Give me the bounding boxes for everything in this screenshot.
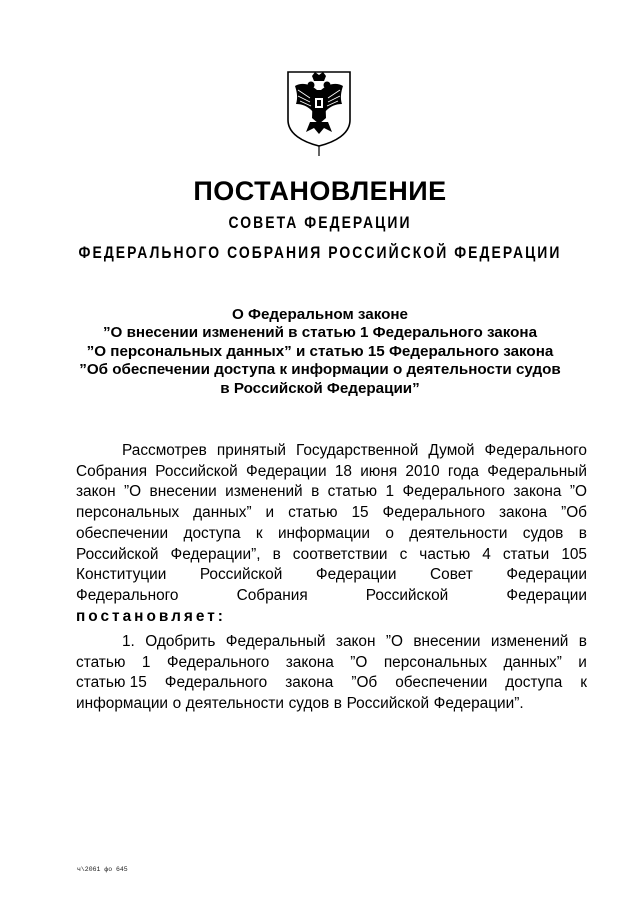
word: закона — [513, 483, 562, 501]
word: Рассмотрев — [122, 442, 207, 459]
word: с — [399, 545, 408, 563]
resolve-word: постановляет: — [76, 607, 226, 625]
document-subject — [60, 306, 580, 398]
text-line — [76, 524, 587, 545]
text-line — [76, 503, 587, 524]
word: Государственной — [296, 442, 419, 459]
word: Федерации”. — [433, 695, 524, 713]
word: Федерального — [164, 674, 268, 692]
word: Совет — [430, 566, 473, 584]
text-line — [76, 462, 587, 483]
word: информации — [76, 695, 169, 713]
word: внесении — [413, 633, 481, 650]
word: статью — [327, 483, 378, 501]
issuer-line-2: ФЕДЕРАЛЬНОГО СОБРАНИЯ РОССИЙСКОЙ ФЕДЕРАЦИИ — [78, 243, 562, 262]
preamble-paragraph — [76, 441, 587, 627]
word: ”Об — [351, 674, 378, 692]
subject-line: ”О внесении изменений в статью 1 Федерального закона — [102, 324, 538, 342]
word: 4 — [482, 545, 491, 563]
word: данных” — [503, 653, 562, 671]
word: Конституции — [76, 566, 167, 584]
word: в — [311, 483, 320, 501]
word: в — [578, 633, 587, 650]
text-line — [76, 673, 587, 694]
word: 18 — [334, 462, 352, 480]
word: июня — [360, 462, 398, 480]
word: Российской — [365, 586, 449, 604]
word: закона — [498, 504, 548, 522]
word: закона — [285, 674, 334, 692]
word: о — [385, 524, 394, 542]
word: судов — [288, 695, 330, 713]
word: о — [172, 695, 182, 713]
subject-line: О Федеральном законе — [231, 306, 409, 323]
word: Одобрить — [145, 633, 216, 650]
word: ”О — [124, 483, 142, 501]
text-line — [76, 694, 587, 715]
text-line — [76, 545, 587, 566]
word: Собрания — [236, 586, 308, 604]
text-line — [76, 482, 587, 503]
word: информации — [277, 524, 370, 542]
word: статьи — [502, 545, 550, 563]
word: доступа — [183, 524, 241, 542]
word: Федерального — [402, 483, 505, 501]
word: деятельности — [409, 524, 508, 542]
word: Федерации — [506, 586, 587, 604]
text-line — [76, 586, 587, 607]
text-line — [76, 565, 587, 586]
word: Федерального — [484, 442, 587, 459]
issuer-line-1: СОВЕТА ФЕДЕРАЦИИ — [228, 213, 412, 232]
word: ”О — [385, 633, 403, 650]
word: 105 — [561, 545, 587, 563]
word: Федерального — [166, 653, 270, 671]
word: Думой — [428, 442, 475, 459]
resolution-item-1 — [76, 632, 587, 715]
text-line — [76, 441, 587, 462]
word: Российской — [155, 462, 238, 480]
word: соответствии — [292, 545, 388, 563]
word: и — [265, 504, 275, 522]
word: Федерации”, — [170, 545, 261, 563]
word: доступа — [505, 674, 563, 692]
word: Федерации — [506, 566, 587, 584]
subject-line: ”Об обеспечении доступа к информации о деятельности судов — [79, 361, 561, 379]
word: деятельности — [185, 695, 284, 713]
word: 1 — [385, 483, 395, 501]
word: статью 15 — [76, 674, 147, 692]
word: в — [578, 524, 587, 542]
word: внесении — [149, 483, 217, 501]
word: ”О — [350, 653, 368, 671]
word: обеспечении — [76, 524, 169, 542]
word: данных” — [193, 504, 252, 522]
word: статью — [288, 504, 338, 522]
word: к — [255, 524, 263, 542]
word: Федерации — [315, 566, 397, 584]
word: судов — [522, 524, 564, 542]
word: в — [272, 545, 281, 563]
word: Федерации — [246, 462, 327, 480]
word: принятый — [216, 442, 286, 459]
word: частью — [419, 545, 471, 563]
word: изменений — [225, 483, 303, 501]
word: Российской — [346, 695, 430, 713]
word: Федерального — [76, 586, 179, 604]
word: закона — [285, 653, 334, 671]
word: ”О — [569, 483, 587, 501]
word: 1 — [141, 653, 151, 671]
subject-line: ”О персональных данных” и статью 15 Федерального закона — [86, 342, 554, 360]
word: Федерального — [382, 504, 486, 522]
word: года — [447, 462, 479, 480]
word: статью — [76, 653, 126, 671]
document-title: ПОСТАНОВЛЕНИЕ — [193, 176, 447, 206]
word: Российской — [76, 545, 159, 563]
footer-code: ч\2061 фо 645 — [77, 866, 128, 873]
coat-of-arms-icon — [280, 62, 358, 156]
word: изменений — [490, 633, 569, 650]
word: персональных — [383, 653, 488, 671]
text-line — [76, 632, 587, 653]
word: закон — [76, 483, 116, 501]
word: к — [580, 674, 587, 692]
word: обеспечении — [395, 674, 488, 692]
word: закон — [335, 633, 376, 650]
word: персональных — [76, 504, 180, 522]
word: Федеральный — [487, 462, 587, 480]
word: ”Об — [561, 504, 587, 522]
word: Российской — [199, 566, 283, 584]
word: 2010 — [405, 462, 440, 480]
text-line — [76, 653, 587, 674]
word: в — [333, 695, 342, 713]
word: 1. — [122, 633, 135, 650]
word: 15 — [351, 504, 369, 522]
word: и — [578, 653, 587, 671]
word: Собрания — [76, 462, 148, 480]
subject-line: в Российской Федерации” — [220, 379, 420, 397]
word: Федеральный — [225, 633, 326, 650]
